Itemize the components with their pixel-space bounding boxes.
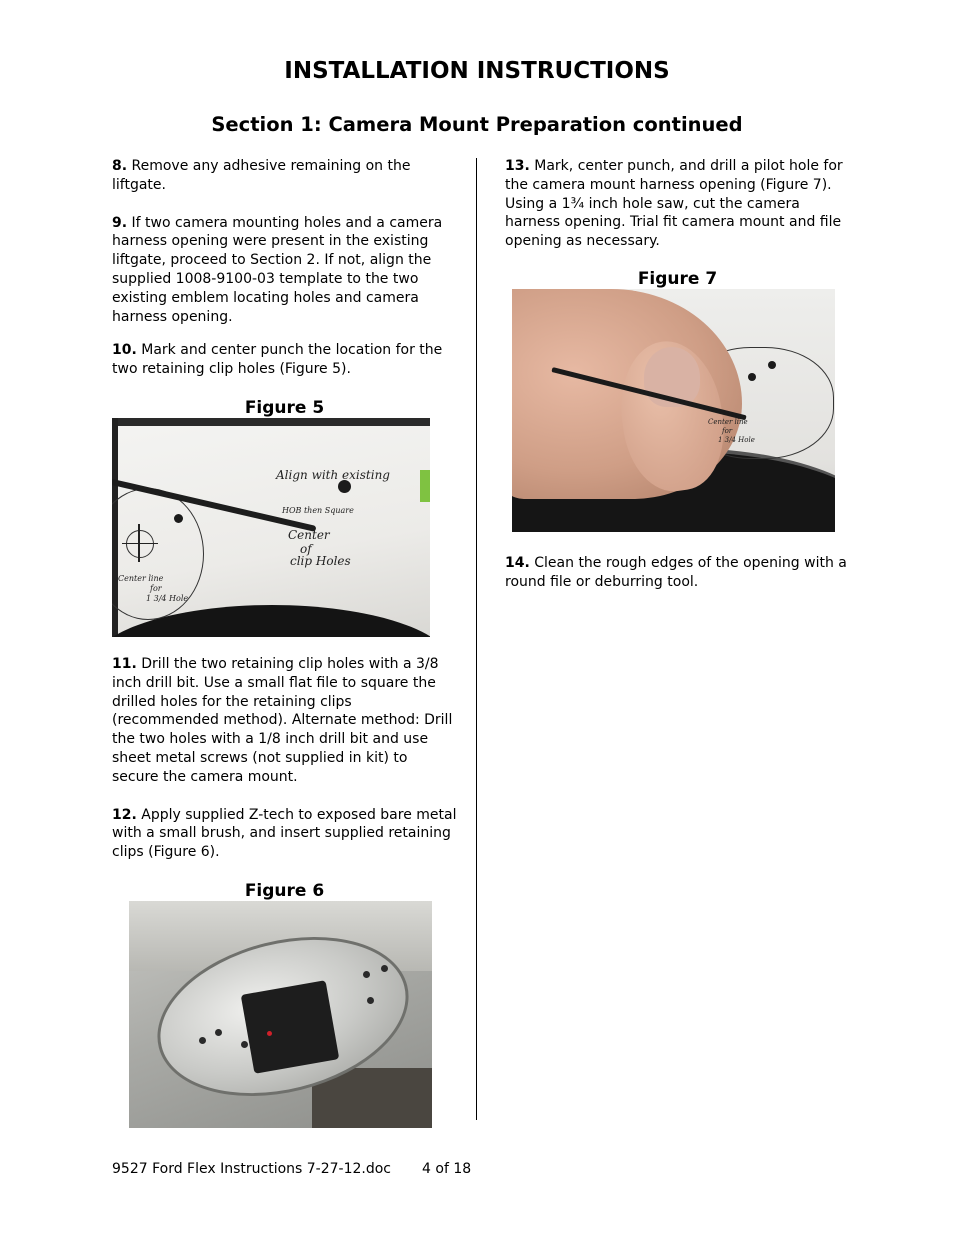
step-number: 8. [112,158,128,174]
step-12 [112,806,457,862]
figure-7-photo [512,289,835,532]
step-text: Apply supplied Z-tech to exposed bare metal with a small brush, and insert supplied retaining clips (Figure 6). [112,806,457,861]
step-text: Drill the two retaining clip holes with a 3/8 inch drill bit. Use a small flat file to square the drilled holes for the retaining clips (recommended method). Alternate method: Drill the two holes with a 1/8 inch drill bit and use sheet metal screws (not supplied in kit) to secure the camera mount. [112,655,453,785]
green-tape [420,470,430,502]
punch-hole [768,361,776,369]
step-number: 10. [112,342,137,359]
figure-7-label: Figure 7 [637,268,718,289]
document-title: INSTALLATION INSTRUCTIONS [284,58,670,84]
step-14 [505,554,850,592]
handwritten-note: of [300,541,312,556]
handwritten-note: HOB then Square [282,505,354,515]
step-text: Remove any adhesive remaining on the liftgate. [112,158,411,193]
step-8 [112,157,457,195]
figure-5-photo [112,418,430,637]
liftgate-rim-edge [112,418,430,426]
crosshair-line [138,524,140,562]
handwritten-note: for [150,583,162,593]
step-text: Mark and center punch the location for the two retaining clip holes (Figure 5). [112,342,443,378]
page-footer [112,1159,471,1179]
handwritten-note: Center [288,527,330,542]
step-13 [505,157,850,251]
step-number: 14. [505,554,530,571]
figure-6-photo [129,901,432,1128]
retaining-clip [241,1041,248,1048]
step-9 [112,214,457,327]
figure-6-label: Figure 6 [244,880,325,901]
step-number: 13. [505,158,530,174]
step-text: If two camera mounting holes and a camera harness opening were present in the existing liftgate, proceed to Section 2. If not, align the supplied 1008-9100-03 template to the two existing emblem locating holes and camera harness opening. [112,214,443,325]
crosshair-line [122,543,158,545]
right-column [505,157,850,607]
retaining-clip [199,1037,206,1044]
red-indicator [267,1031,272,1036]
punch-hole [748,373,756,381]
step-text: Mark, center punch, and drill a pilot hole for the camera mount harness opening (Figure 7). Using a 1¾ inch hole saw, cut the camera harness opening. Trial fit camera mount and file opening as necessary. [505,158,843,250]
handwritten-note: 1 3/4 Hole [146,593,189,603]
retaining-clip [363,971,370,978]
figure-5-label: Figure 5 [244,397,325,418]
handwritten-note: Center line [118,573,164,583]
handwritten-note: for [722,426,733,435]
left-column [112,157,457,1128]
step-number: 11. [112,655,137,672]
document-filename: 9527 Ford Flex Instructions 7-27-12.doc [112,1161,392,1177]
section-heading: Section 1: Camera Mount Preparation continued [211,113,743,136]
step-10 [112,341,457,379]
punch-hole [174,514,183,523]
retaining-clip [367,997,374,1004]
retaining-clip [381,965,388,972]
step-number: 9. [112,214,128,231]
handwritten-note: Align with existing [276,467,390,482]
page-number: 4 of 18 [422,1161,472,1177]
column-divider [476,158,477,1120]
step-11 [112,655,457,787]
harness-opening [241,980,340,1074]
handwritten-note: Center line [708,417,748,426]
handwritten-note: clip Holes [290,553,351,568]
handwritten-note: 1 3/4 Hole [718,435,755,444]
step-number: 12. [112,806,137,823]
step-text: Clean the rough edges of the opening with a round file or deburring tool. [505,554,847,590]
retaining-clip [215,1029,222,1036]
